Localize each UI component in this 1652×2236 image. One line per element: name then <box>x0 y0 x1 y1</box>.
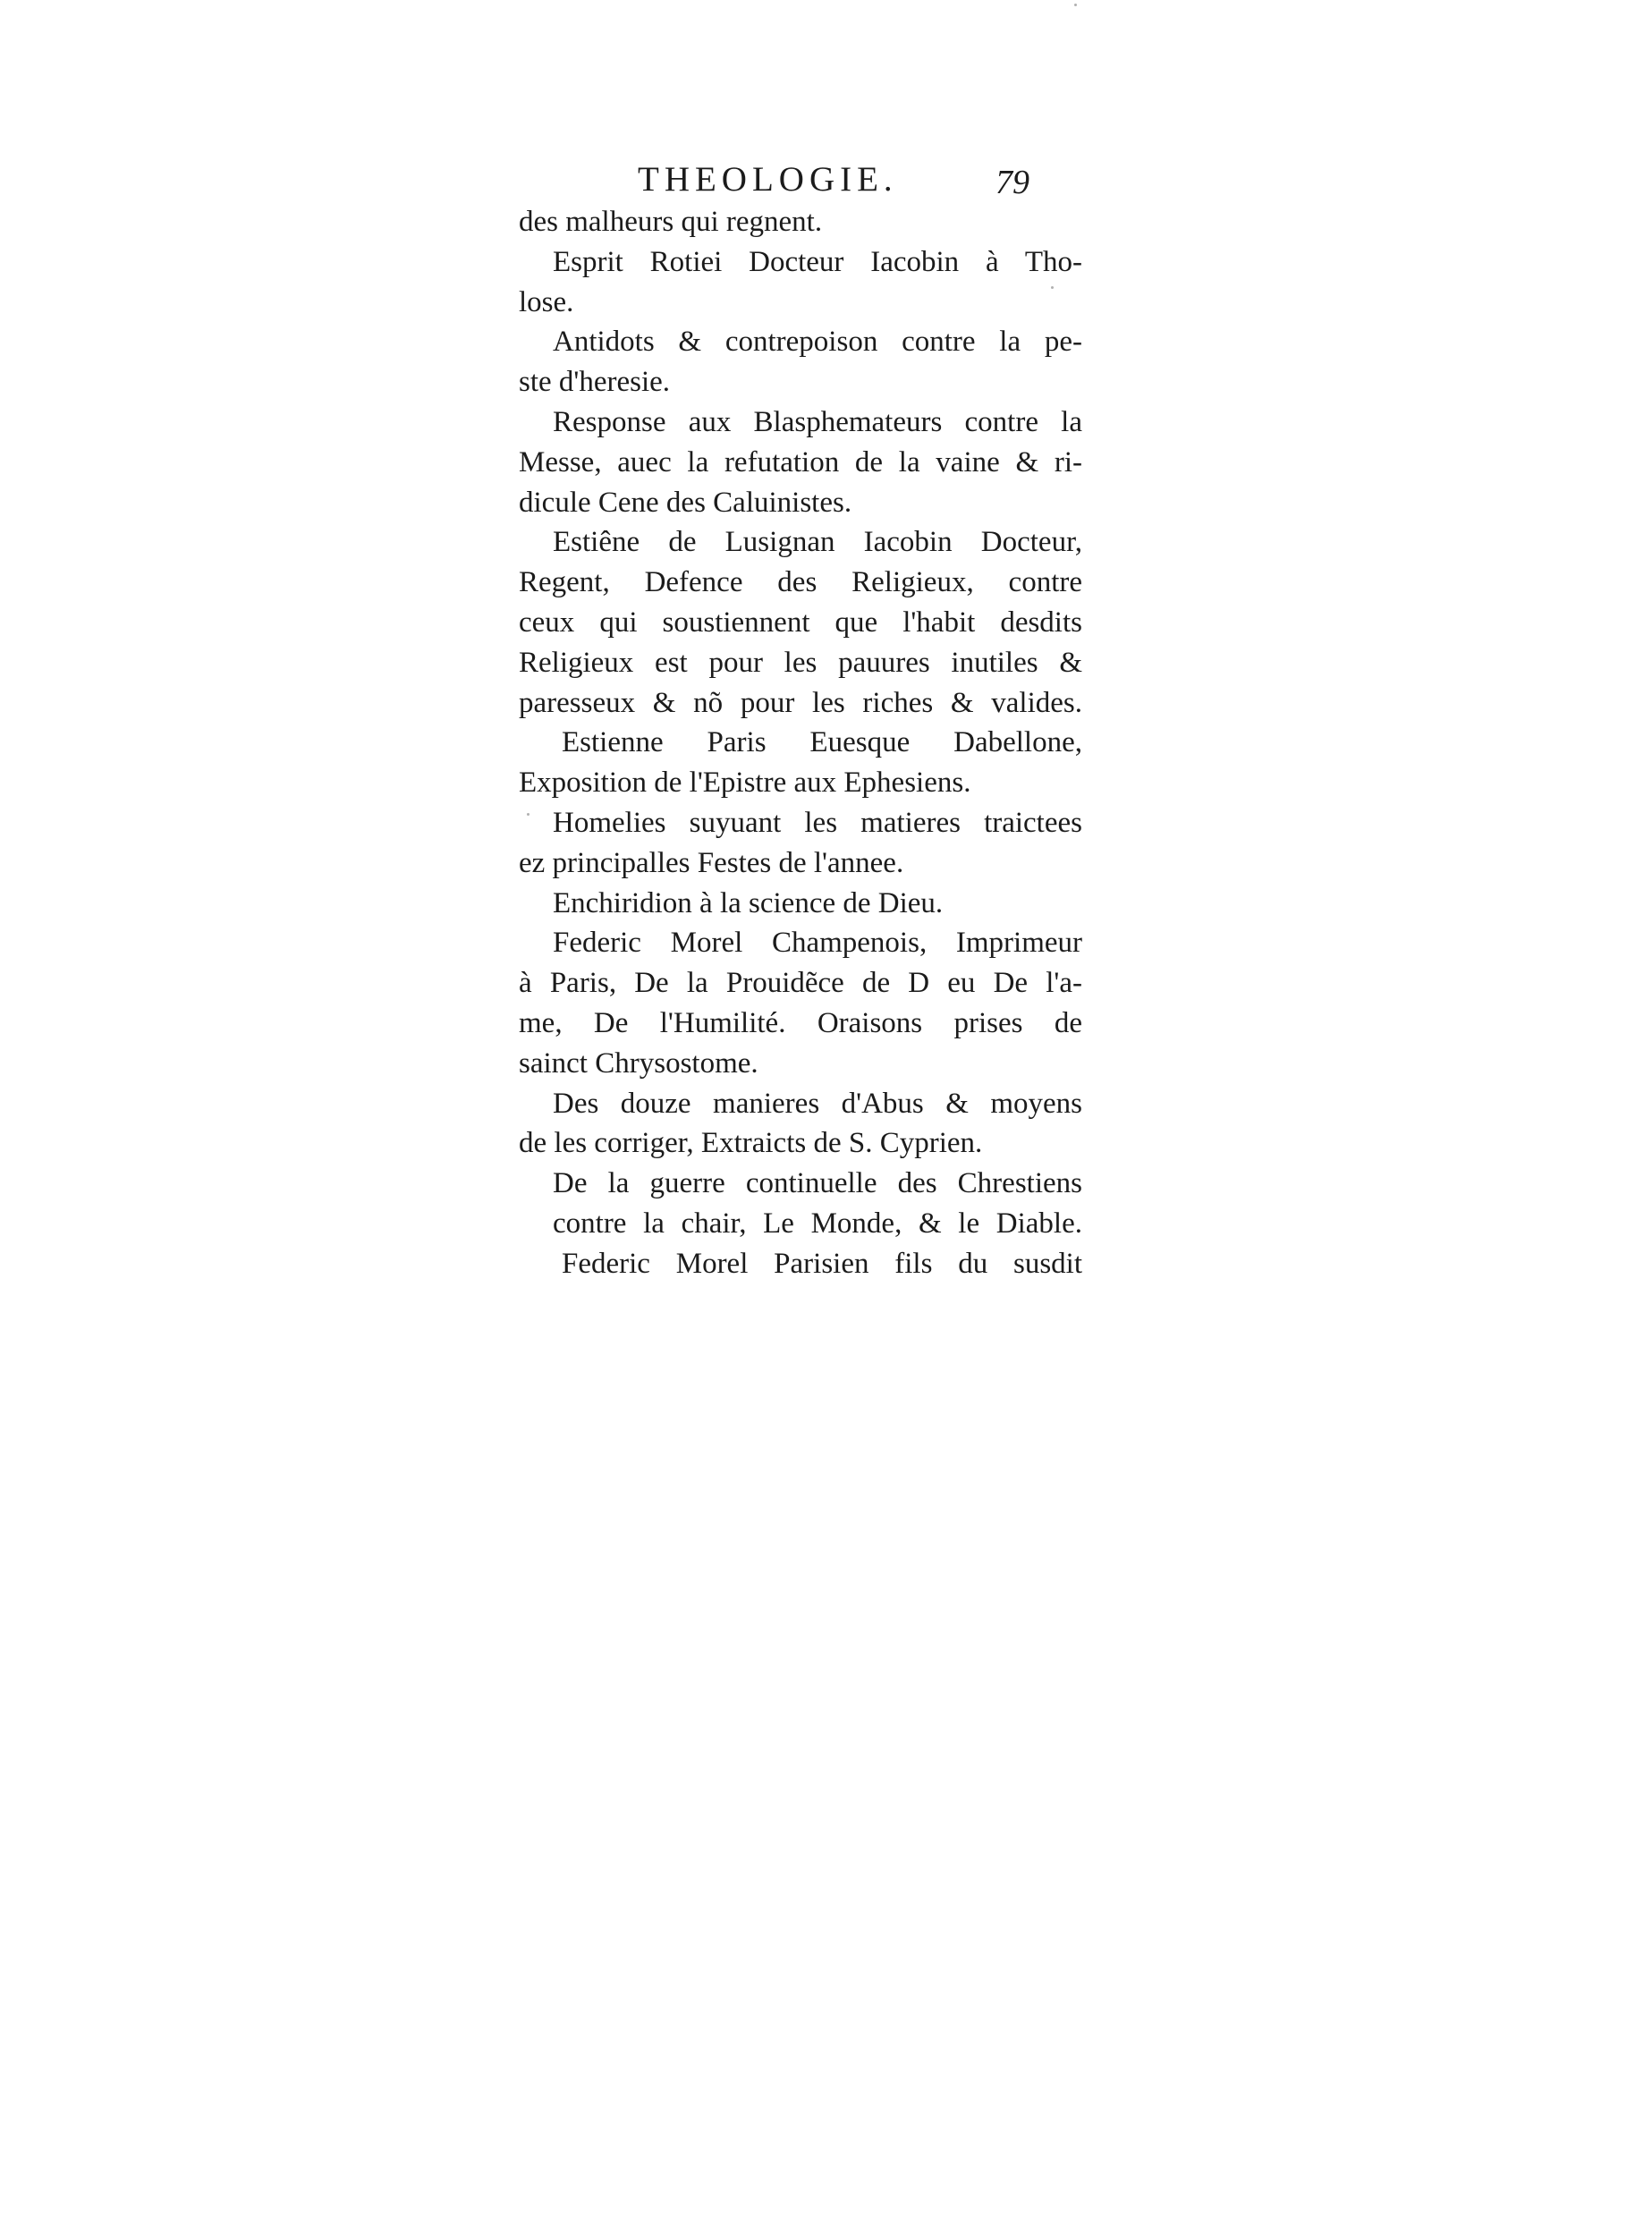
text-line: à Paris, De la Prouidẽce de D eu De l'a- <box>519 967 1082 1000</box>
page-number: 79 <box>995 164 1029 201</box>
text-line: paresseux & nõ pour les riches & valides. <box>519 686 1082 719</box>
text-line: Enchiridion à la science de Dieu. <box>553 886 944 919</box>
text-line: Response aux Blasphemateurs contre la <box>553 405 1082 438</box>
text-line: ez principalles Festes de l'annee. <box>519 846 904 879</box>
text-line: ceux qui soustiennent que l'habit desdits <box>519 606 1082 639</box>
text-line: ste d'heresie. <box>519 366 671 399</box>
text-line: Religieux est pour les pauures inutiles & <box>519 646 1082 679</box>
running-head-title: THEOLOGIE. <box>638 160 898 199</box>
text-line: Federic Morel Champenois, Imprimeur <box>553 927 1082 960</box>
text-line: Esprit Rotiei Docteur Iacobin à Tho- <box>553 245 1082 278</box>
text-line: De la guerre continuelle des Chrestiens <box>553 1167 1082 1200</box>
text-column <box>519 150 1082 1284</box>
running-head <box>519 150 1082 202</box>
text-line: Des douze manieres d'Abus & moyens <box>553 1087 1082 1120</box>
text-line: de les corriger, Extraicts de S. Cyprien. <box>519 1127 983 1160</box>
text-line: des malheurs qui regnent. <box>519 206 823 238</box>
text-line: lose. <box>519 285 574 318</box>
text-line: me, De l'Humilité. Oraisons prises de <box>519 1006 1082 1039</box>
text-line: Homelies suyuant les matieres traictees <box>553 806 1082 839</box>
text-line: contre la chair, Le Monde, & le Diable. <box>553 1207 1082 1240</box>
text-line: Messe, auec la refutation de la vaine & ri- <box>519 445 1082 479</box>
page-speck <box>1074 4 1077 6</box>
text-line: Federic Morel Parisien fils du susdit <box>562 1247 1082 1280</box>
text-line: Exposition de l'Epistre aux Ephesiens. <box>519 767 971 800</box>
text-line: Estiêne de Lusignan Iacobin Docteur, <box>553 526 1082 559</box>
text-line: sainct Chrysostome. <box>519 1046 758 1080</box>
text-line: Antidots & contrepoison contre la pe- <box>553 326 1082 359</box>
text-line: dicule Cene des Caluinistes. <box>519 486 852 519</box>
text-line: Regent, Defence des Religieux, contre <box>519 566 1082 599</box>
text-line: Estienne Paris Euesque Dabellone, <box>562 726 1082 759</box>
